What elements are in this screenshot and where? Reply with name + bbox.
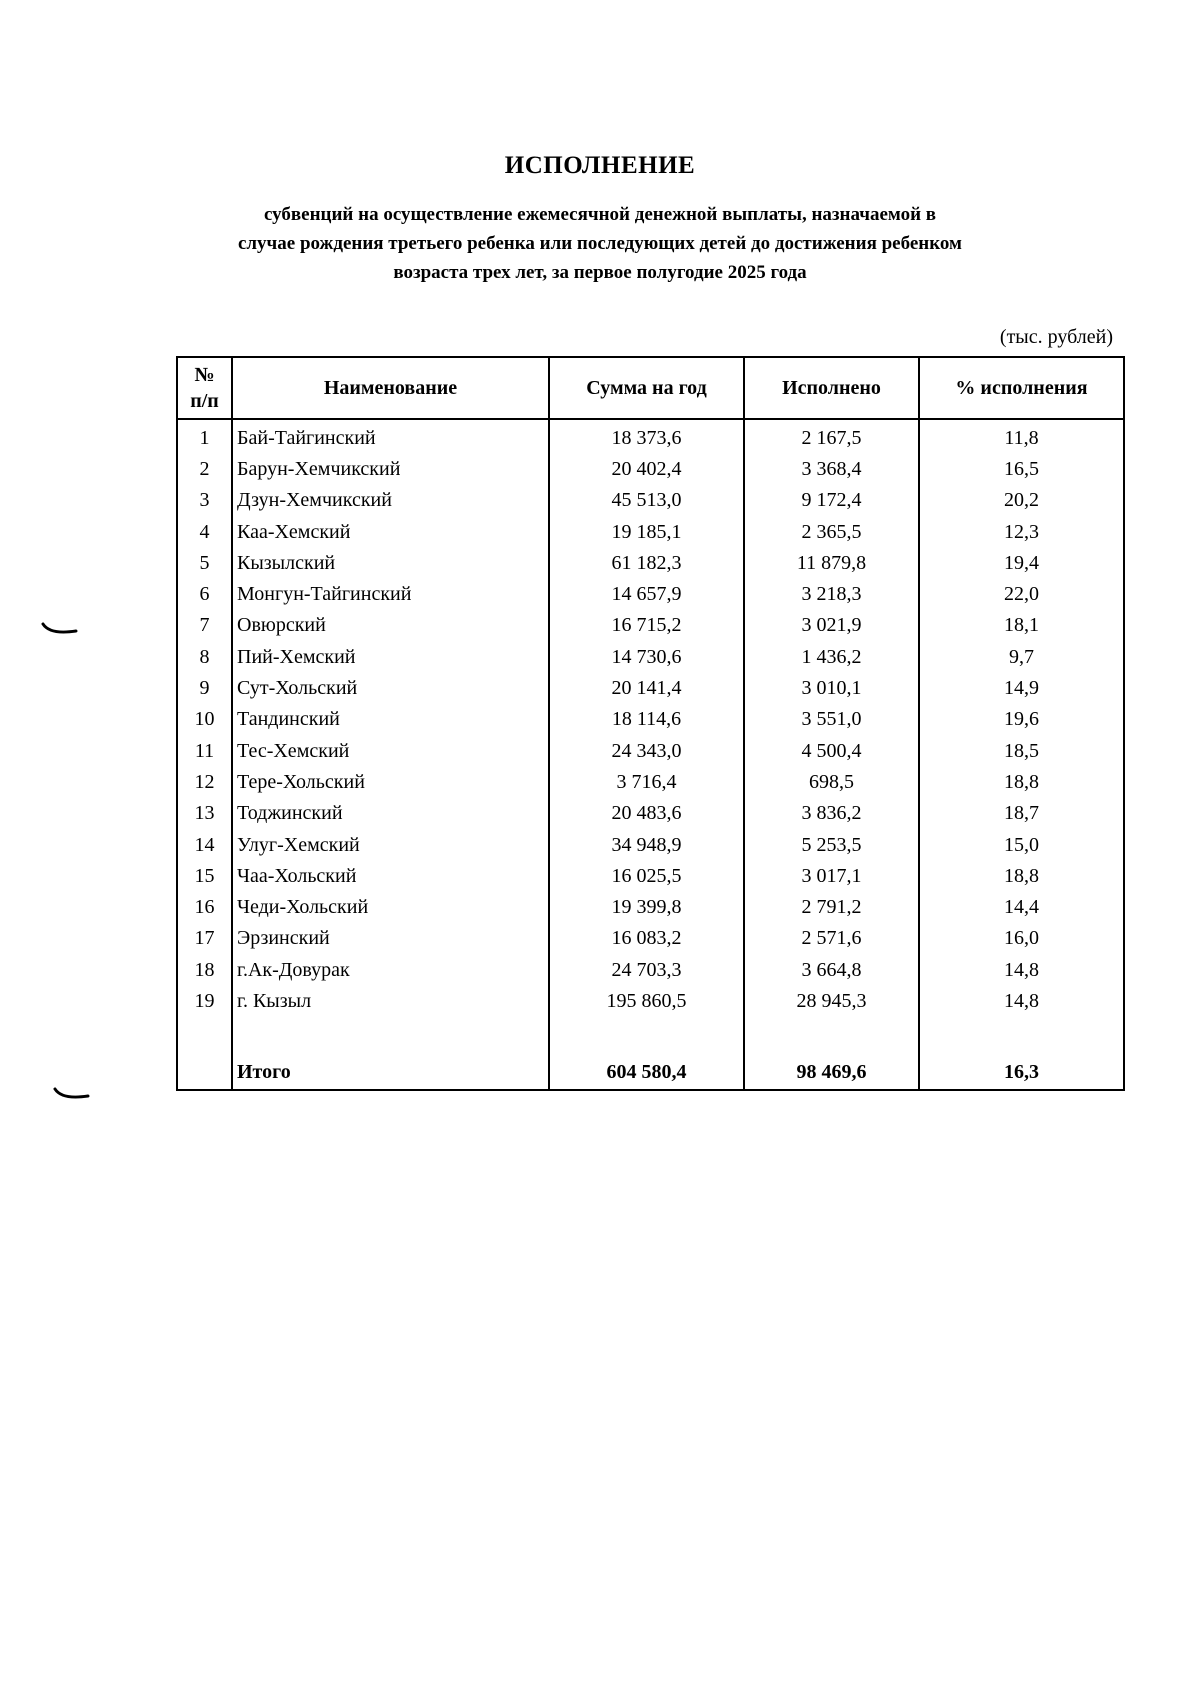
row-executed: 9 172,4 [744, 485, 919, 516]
row-annual-sum: 16 715,2 [549, 610, 744, 641]
row-name: Чаа-Хольский [232, 860, 549, 891]
row-name: Тес-Хемский [232, 735, 549, 766]
units-label: (тыс. рублей) [999, 326, 1113, 348]
row-percent: 18,8 [919, 860, 1124, 891]
row-name: Дзун-Хемчикский [232, 485, 549, 516]
scan-mark-1 [40, 620, 84, 640]
row-number: 5 [177, 547, 232, 578]
row-name: Овюрский [232, 610, 549, 641]
header-number [177, 357, 232, 419]
table-row [177, 798, 1124, 829]
row-number: 16 [177, 891, 232, 922]
row-percent: 18,5 [919, 735, 1124, 766]
row-percent: 18,8 [919, 766, 1124, 797]
table-row [177, 735, 1124, 766]
row-percent: 18,7 [919, 798, 1124, 829]
row-percent: 18,1 [919, 610, 1124, 641]
row-number: 4 [177, 516, 232, 547]
row-annual-sum: 20 402,4 [549, 453, 744, 484]
row-number: 15 [177, 860, 232, 891]
header-annual-sum: Сумма на год [549, 357, 744, 419]
header-number-sign: № [194, 364, 215, 386]
row-name: г.Ак-Довурак [232, 954, 549, 985]
row-annual-sum: 16 025,5 [549, 860, 744, 891]
row-name: Монгун-Тайгинский [232, 578, 549, 609]
row-executed: 28 945,3 [744, 985, 919, 1016]
table-row [177, 829, 1124, 860]
row-number: 13 [177, 798, 232, 829]
table-row [177, 954, 1124, 985]
row-executed: 2 571,6 [744, 923, 919, 954]
row-name: Чеди-Хольский [232, 891, 549, 922]
row-percent: 15,0 [919, 829, 1124, 860]
row-percent: 16,5 [919, 453, 1124, 484]
row-executed: 3 836,2 [744, 798, 919, 829]
row-number: 2 [177, 453, 232, 484]
row-name: Барун-Хемчикский [232, 453, 549, 484]
subtitle-line-3: возраста трех лет, за первое полугодие 2025 года [393, 262, 807, 283]
total-number-cell [177, 1017, 232, 1090]
table-row [177, 578, 1124, 609]
header-name: Наименование [232, 357, 549, 419]
total-row [177, 1017, 1124, 1090]
row-number: 6 [177, 578, 232, 609]
row-annual-sum: 20 141,4 [549, 672, 744, 703]
row-name: Сут-Хольский [232, 672, 549, 703]
table-row [177, 485, 1124, 516]
table-row [177, 923, 1124, 954]
row-executed: 698,5 [744, 766, 919, 797]
table-row [177, 704, 1124, 735]
row-percent: 9,7 [919, 641, 1124, 672]
row-number: 7 [177, 610, 232, 641]
table-row [177, 516, 1124, 547]
row-percent: 22,0 [919, 578, 1124, 609]
row-name: Тоджинский [232, 798, 549, 829]
row-number: 1 [177, 419, 232, 453]
row-executed: 2 365,5 [744, 516, 919, 547]
row-annual-sum: 45 513,0 [549, 485, 744, 516]
row-percent: 14,8 [919, 985, 1124, 1016]
row-annual-sum: 24 703,3 [549, 954, 744, 985]
row-percent: 16,0 [919, 923, 1124, 954]
total-percent: 16,3 [919, 1017, 1124, 1090]
row-percent: 19,4 [919, 547, 1124, 578]
table-row [177, 453, 1124, 484]
document-subtitle [150, 200, 1050, 287]
row-name: Каа-Хемский [232, 516, 549, 547]
row-number: 17 [177, 923, 232, 954]
row-executed: 3 010,1 [744, 672, 919, 703]
row-percent: 11,8 [919, 419, 1124, 453]
table-row [177, 891, 1124, 922]
execution-table [176, 356, 1125, 1091]
table-header-row [177, 357, 1124, 419]
row-annual-sum: 14 730,6 [549, 641, 744, 672]
row-percent: 14,9 [919, 672, 1124, 703]
row-percent: 14,8 [919, 954, 1124, 985]
row-number: 10 [177, 704, 232, 735]
row-executed: 3 021,9 [744, 610, 919, 641]
row-annual-sum: 18 114,6 [549, 704, 744, 735]
row-executed: 3 368,4 [744, 453, 919, 484]
table-row [177, 641, 1124, 672]
table-row [177, 860, 1124, 891]
row-name: Эрзинский [232, 923, 549, 954]
row-number: 12 [177, 766, 232, 797]
row-name: Пий-Хемский [232, 641, 549, 672]
table-row [177, 547, 1124, 578]
row-number: 8 [177, 641, 232, 672]
row-number: 9 [177, 672, 232, 703]
row-name: Бай-Тайгинский [232, 419, 549, 453]
row-number: 18 [177, 954, 232, 985]
header-number-abbr: п/п [190, 390, 219, 412]
row-number: 11 [177, 735, 232, 766]
table-row [177, 672, 1124, 703]
row-executed: 3 664,8 [744, 954, 919, 985]
subtitle-line-1: субвенций на осуществление ежемесячной денежной выплаты, назначаемой в [263, 204, 937, 225]
row-number: 3 [177, 485, 232, 516]
total-annual-sum: 604 580,4 [549, 1017, 744, 1090]
row-annual-sum: 16 083,2 [549, 923, 744, 954]
row-executed: 3 551,0 [744, 704, 919, 735]
table-row [177, 419, 1124, 453]
row-executed: 3 017,1 [744, 860, 919, 891]
row-percent: 19,6 [919, 704, 1124, 735]
row-annual-sum: 14 657,9 [549, 578, 744, 609]
row-name: Тере-Хольский [232, 766, 549, 797]
header-executed: Исполнено [744, 357, 919, 419]
table-row [177, 985, 1124, 1016]
row-executed: 3 218,3 [744, 578, 919, 609]
document-title: ИСПОЛНЕНИЕ [504, 152, 696, 179]
row-annual-sum: 20 483,6 [549, 798, 744, 829]
row-executed: 5 253,5 [744, 829, 919, 860]
row-annual-sum: 24 343,0 [549, 735, 744, 766]
row-percent: 20,2 [919, 485, 1124, 516]
row-annual-sum: 61 182,3 [549, 547, 744, 578]
scan-mark-2 [52, 1085, 96, 1105]
row-executed: 11 879,8 [744, 547, 919, 578]
subtitle-line-2: случае рождения третьего ребенка или последующих детей до достижения ребенком [237, 233, 963, 254]
header-percent: % исполнения [919, 357, 1124, 419]
row-name: Улуг-Хемский [232, 829, 549, 860]
row-executed: 2 167,5 [744, 419, 919, 453]
row-annual-sum: 19 399,8 [549, 891, 744, 922]
row-percent: 12,3 [919, 516, 1124, 547]
row-executed: 4 500,4 [744, 735, 919, 766]
row-percent: 14,4 [919, 891, 1124, 922]
row-name: г. Кызыл [232, 985, 549, 1016]
row-name: Кызылский [232, 547, 549, 578]
row-annual-sum: 195 860,5 [549, 985, 744, 1016]
row-annual-sum: 34 948,9 [549, 829, 744, 860]
table-body [177, 419, 1124, 1090]
row-annual-sum: 3 716,4 [549, 766, 744, 797]
table-row [177, 610, 1124, 641]
row-number: 19 [177, 985, 232, 1016]
row-annual-sum: 18 373,6 [549, 419, 744, 453]
row-executed: 1 436,2 [744, 641, 919, 672]
row-name: Тандинский [232, 704, 549, 735]
row-annual-sum: 19 185,1 [549, 516, 744, 547]
total-label: Итого [232, 1017, 549, 1090]
table-row [177, 766, 1124, 797]
row-executed: 2 791,2 [744, 891, 919, 922]
total-executed: 98 469,6 [744, 1017, 919, 1090]
row-number: 14 [177, 829, 232, 860]
